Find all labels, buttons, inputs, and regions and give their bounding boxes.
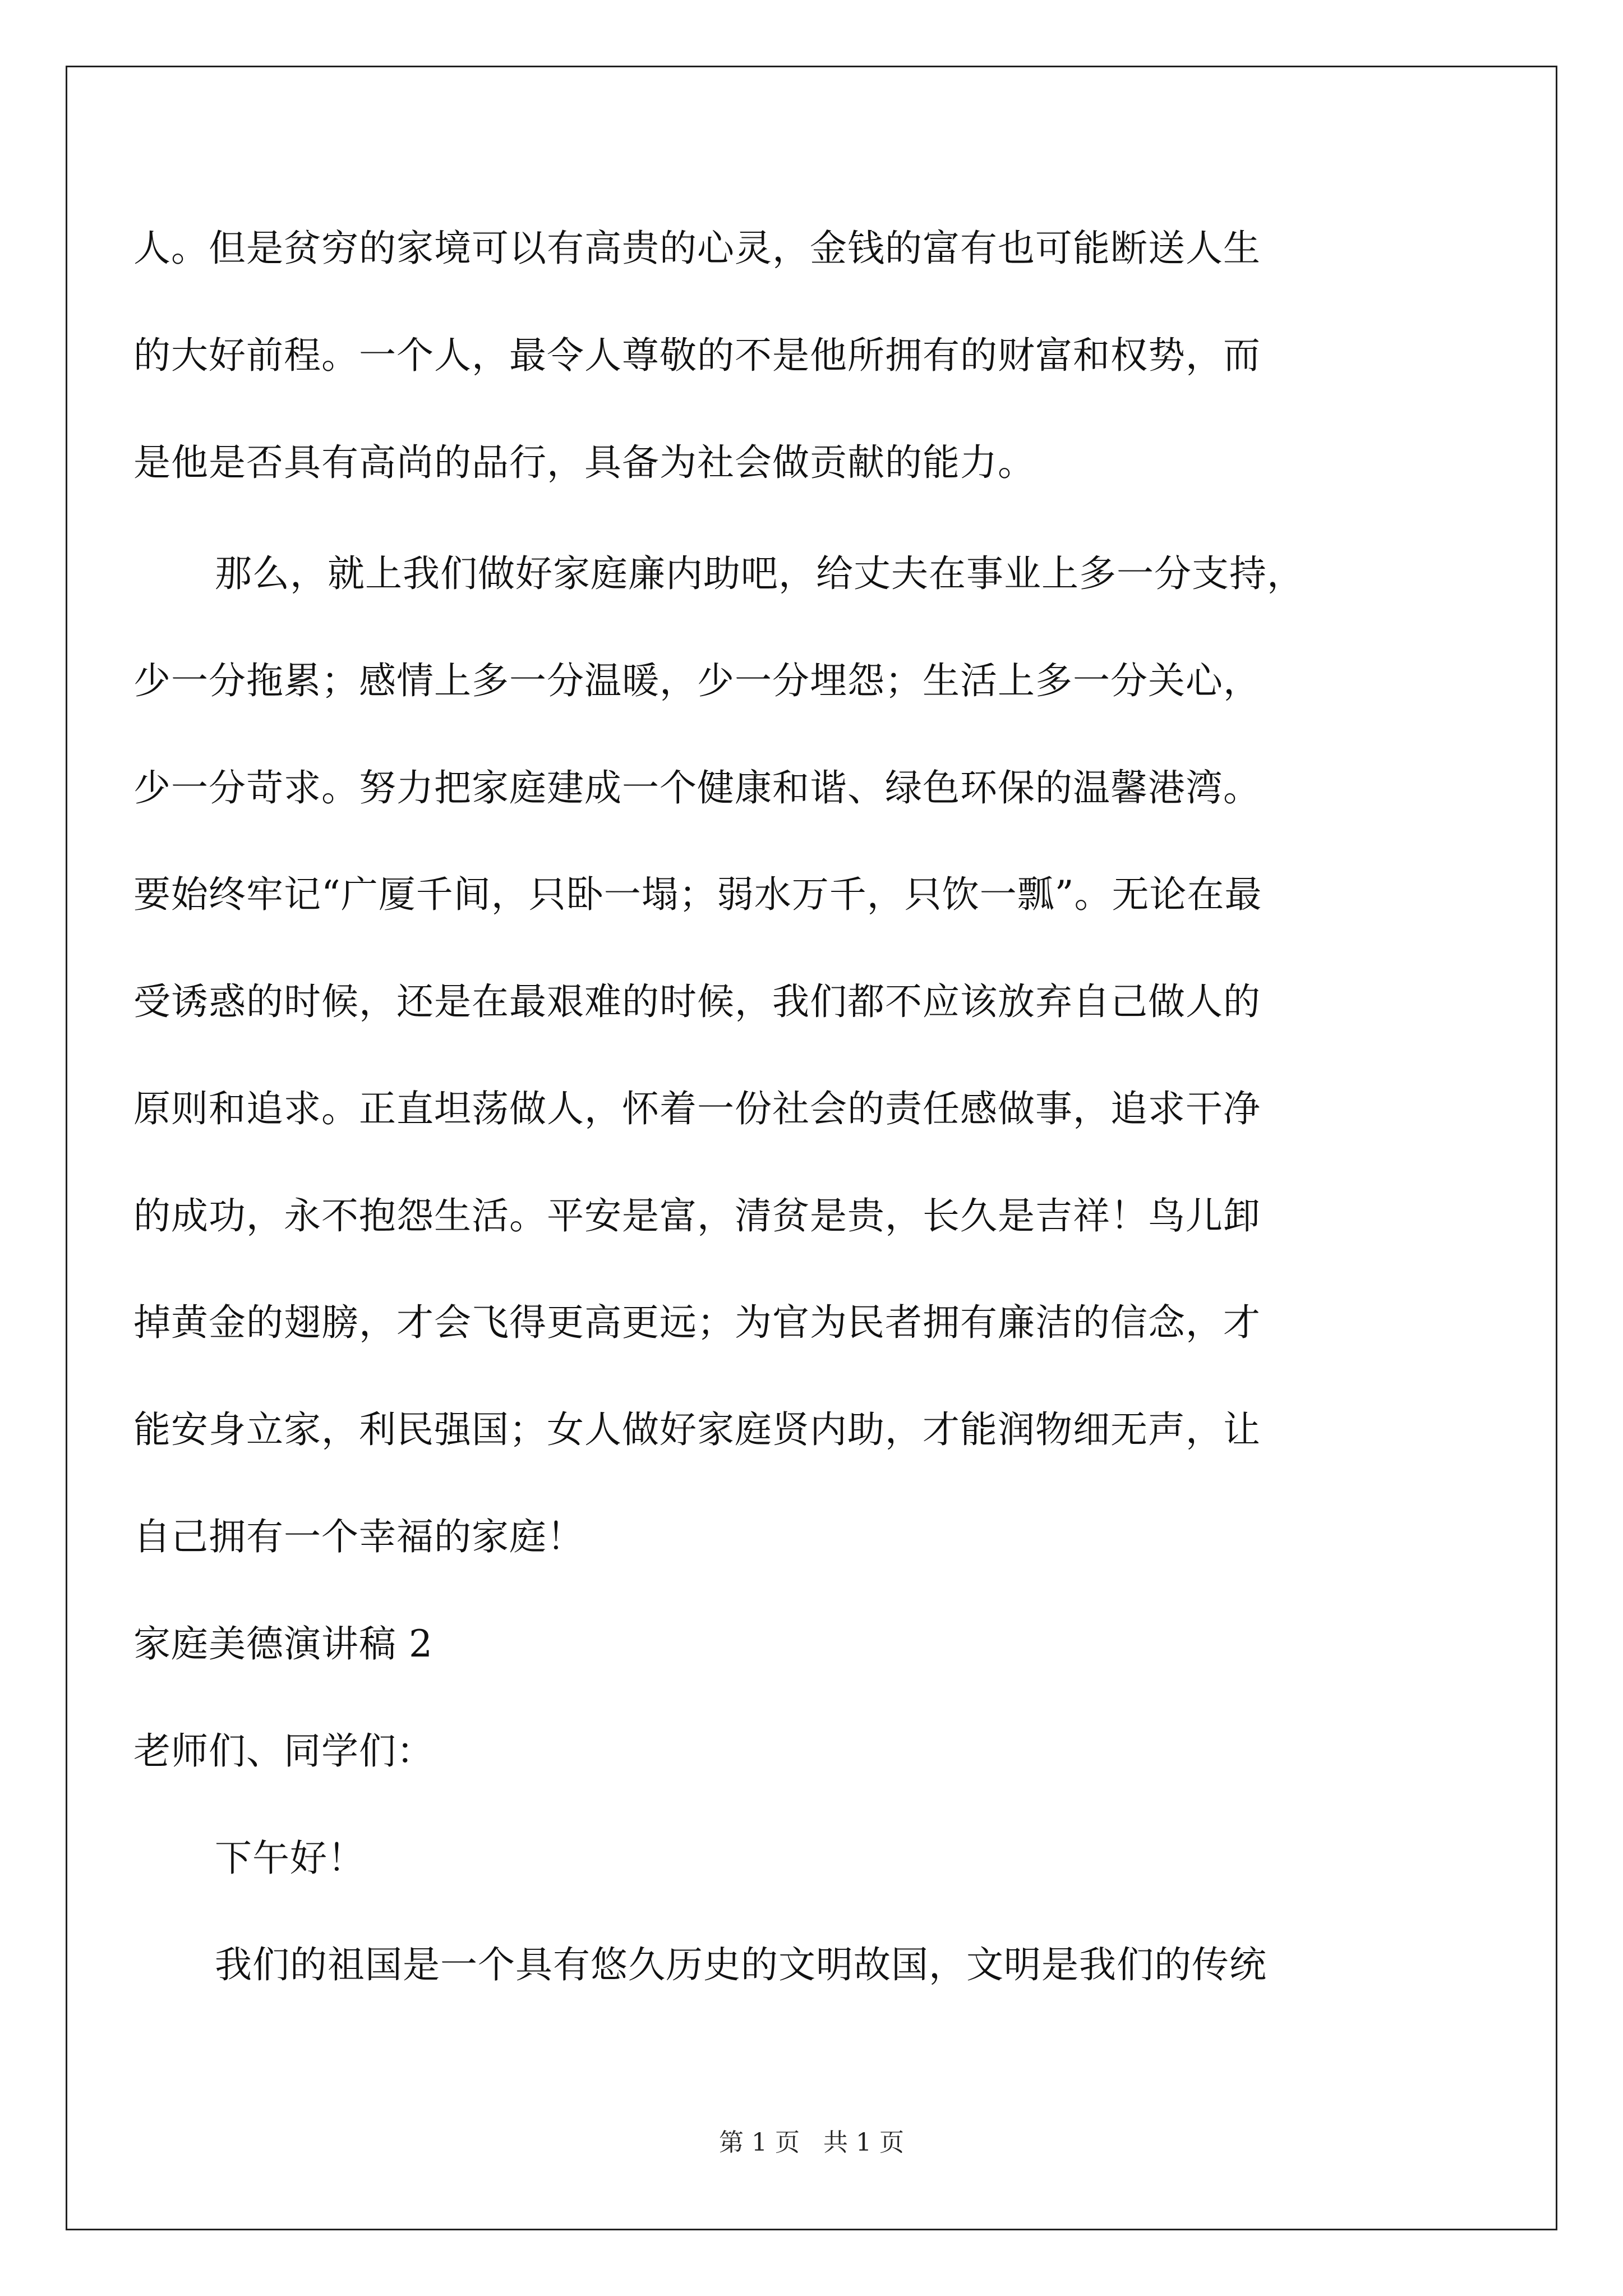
paragraph-line: 受诱惑的时候，还是在最艰难的时候，我们都不应该放弃自己做人的 [133, 980, 1261, 1023]
paragraph-line: 我们的祖国是一个具有悠久历史的文明故国，文明是我们的传统 [215, 1943, 1267, 1986]
page-number-current: 第 1 页 [719, 2128, 800, 2157]
page-border [66, 66, 1557, 2230]
paragraph-line: 要始终牢记“广厦千间，只卧一塌；弱水万千，只饮一瓢”。无论在最 [133, 873, 1262, 916]
paragraph-line: 是他是否具有高尚的品行，具备为社会做贡献的能力。 [133, 441, 1035, 484]
paragraph-line: 自己拥有一个幸福的家庭！ [133, 1515, 584, 1558]
page-number-total: 共 1 页 [823, 2128, 904, 2157]
paragraph-line: 的成功，永不抱怨生活。平安是富，清贫是贵，长久是吉祥！鸟儿卸 [133, 1194, 1261, 1237]
paragraph-line: 少一分拖累；感情上多一分温暖，少一分埋怨；生活上多一分关心， [133, 659, 1261, 702]
paragraph-line: 原则和追求。正直坦荡做人，怀着一份社会的责任感做事，追求干净 [133, 1087, 1261, 1130]
paragraph-line: 掉黄金的翅膀，才会飞得更高更远；为官为民者拥有廉洁的信念，才 [133, 1301, 1261, 1344]
paragraph-line: 那么，就上我们做好家庭廉内助吧，给丈夫在事业上多一分支持， [215, 552, 1304, 595]
paragraph-line: 人。但是贫穷的家境可以有高贵的心灵，金钱的富有也可能断送人生 [133, 227, 1261, 270]
paragraph-line: 的大好前程。一个人，最令人尊敬的不是他所拥有的财富和权势，而 [133, 334, 1261, 377]
paragraph-line: 能安身立家，利民强国；女人做好家庭贤内助，才能润物细无声，让 [133, 1408, 1261, 1451]
greeting: 下午好！ [215, 1837, 365, 1880]
salutation: 老师们、同学们： [133, 1729, 434, 1773]
page-footer [0, 2129, 1623, 2157]
paragraph-line: 少一分苛求。努力把家庭建成一个健康和谐、绿色环保的温馨港湾。 [133, 766, 1261, 809]
section-title: 家庭美德演讲稿 2 [133, 1622, 433, 1665]
